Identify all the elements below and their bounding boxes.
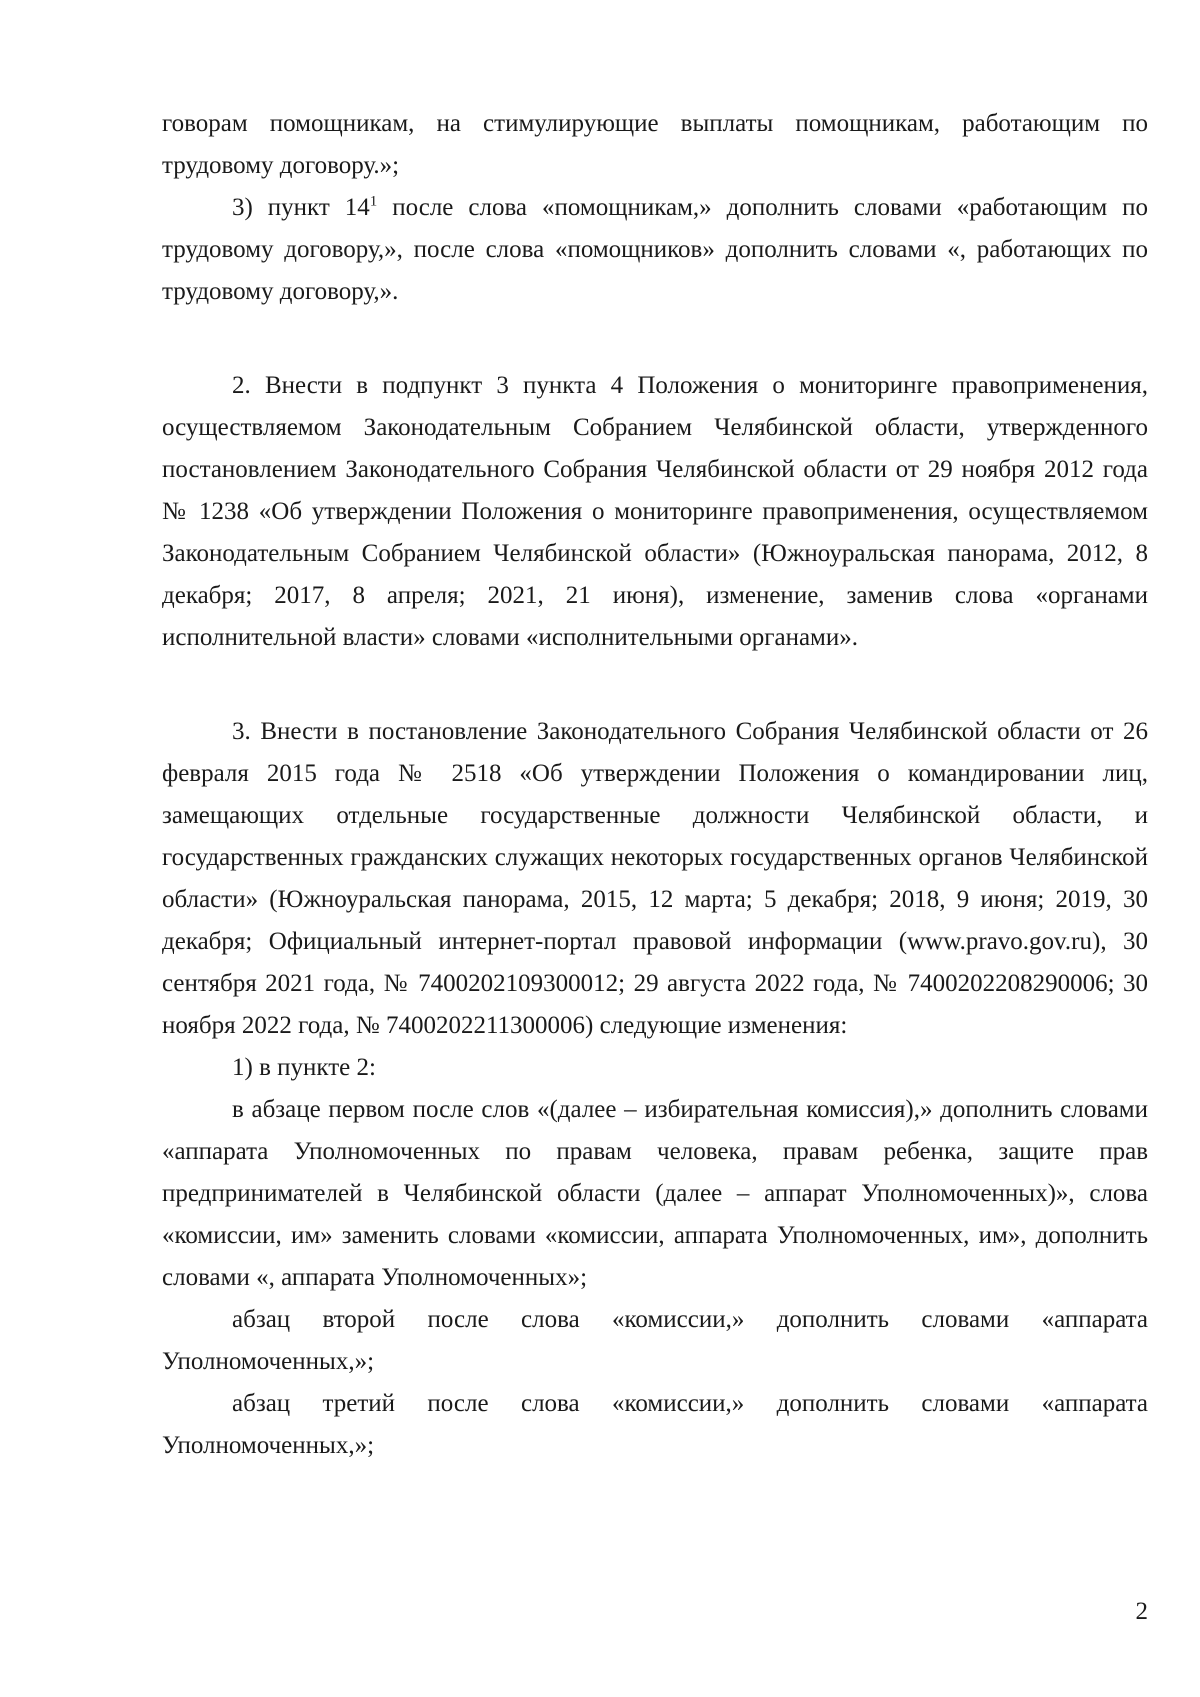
paragraph-abzac-second: абзац второй после слова «комиссии,» дополнить словами «аппарата Уполномоченных,»;: [162, 1306, 1148, 1375]
paragraph-continuation: говорам помощникам, на стимулирующие выплаты помощникам, работающим по трудовому договору.»;: [162, 110, 1148, 179]
paragraph-item-3-prefix: 3) пункт 14: [232, 194, 370, 221]
paragraph-item-3-superscript: 1: [369, 193, 378, 210]
page-number: 2: [1135, 1598, 1148, 1625]
paragraph-item-3: [162, 187, 1148, 313]
paragraph-item-3-suffix: после слова «помощникам,» дополнить словами «работающим по трудовому договору,», после слова «помощников» дополнить словами «, работающих по трудовому договору,».: [162, 194, 1149, 305]
paragraph-section-3: 3. Внести в постановление Законодательного Собрания Челябинской области от 26 февраля 2015 года № 2518 «Об утверждении Положения о командировании лиц, замещающих отдельные государственные должности Челябинской области, и государственных гражданских служащих некоторых государственных органов Челябинской области» (Южноуральская панорама, 2015, 12 марта; 5 декабря; 2018, 9 июня; 2019, 30 декабря; Официальный интернет-портал правовой информации (www.pravo.gov.ru), 30 сентября 2021 года, № 7400202109300012; 29 августа 2022 года, № 7400202208290006; 30 ноября 2022 года, № 7400202211300006) следующие изменения:: [162, 718, 1148, 1039]
paragraph-abzac-third: абзац третий после слова «комиссии,» дополнить словами «аппарата Уполномоченных,»;: [162, 1390, 1148, 1459]
paragraph-section-2: 2. Внести в подпункт 3 пункта 4 Положения о мониторинге правоприменения, осуществляемом Законодательным Собранием Челябинской области, утвержденного постановлением Законодательного Собрания Челябинской области от 29 ноября 2012 года № 1238 «Об утверждении Положения о мониторинге правоприменения, осуществляемом Законодательным Собранием Челябинской области» (Южноуральская панорама, 2012, 8 декабря; 2017, 8 апреля; 2021, 21 июня), изменение, заменив слова «органами исполнительной власти» словами «исполнительными органами».: [162, 372, 1148, 651]
paragraph-abzac-first: в абзаце первом после слов «(далее – избирательная комиссия),» дополнить словами «аппарата Уполномоченных по правам человека, правам ребенка, защите прав предпринимателей в Челябинской области (далее – аппарат Уполномоченных)», слова «комиссии, им» заменить словами «комиссии, аппарата Уполномоченных, им», дополнить словами «, аппарата Уполномоченных»;: [162, 1096, 1148, 1291]
document-body: [162, 103, 1148, 1467]
paragraph-subitem-1: 1) в пункте 2:: [232, 1054, 376, 1081]
